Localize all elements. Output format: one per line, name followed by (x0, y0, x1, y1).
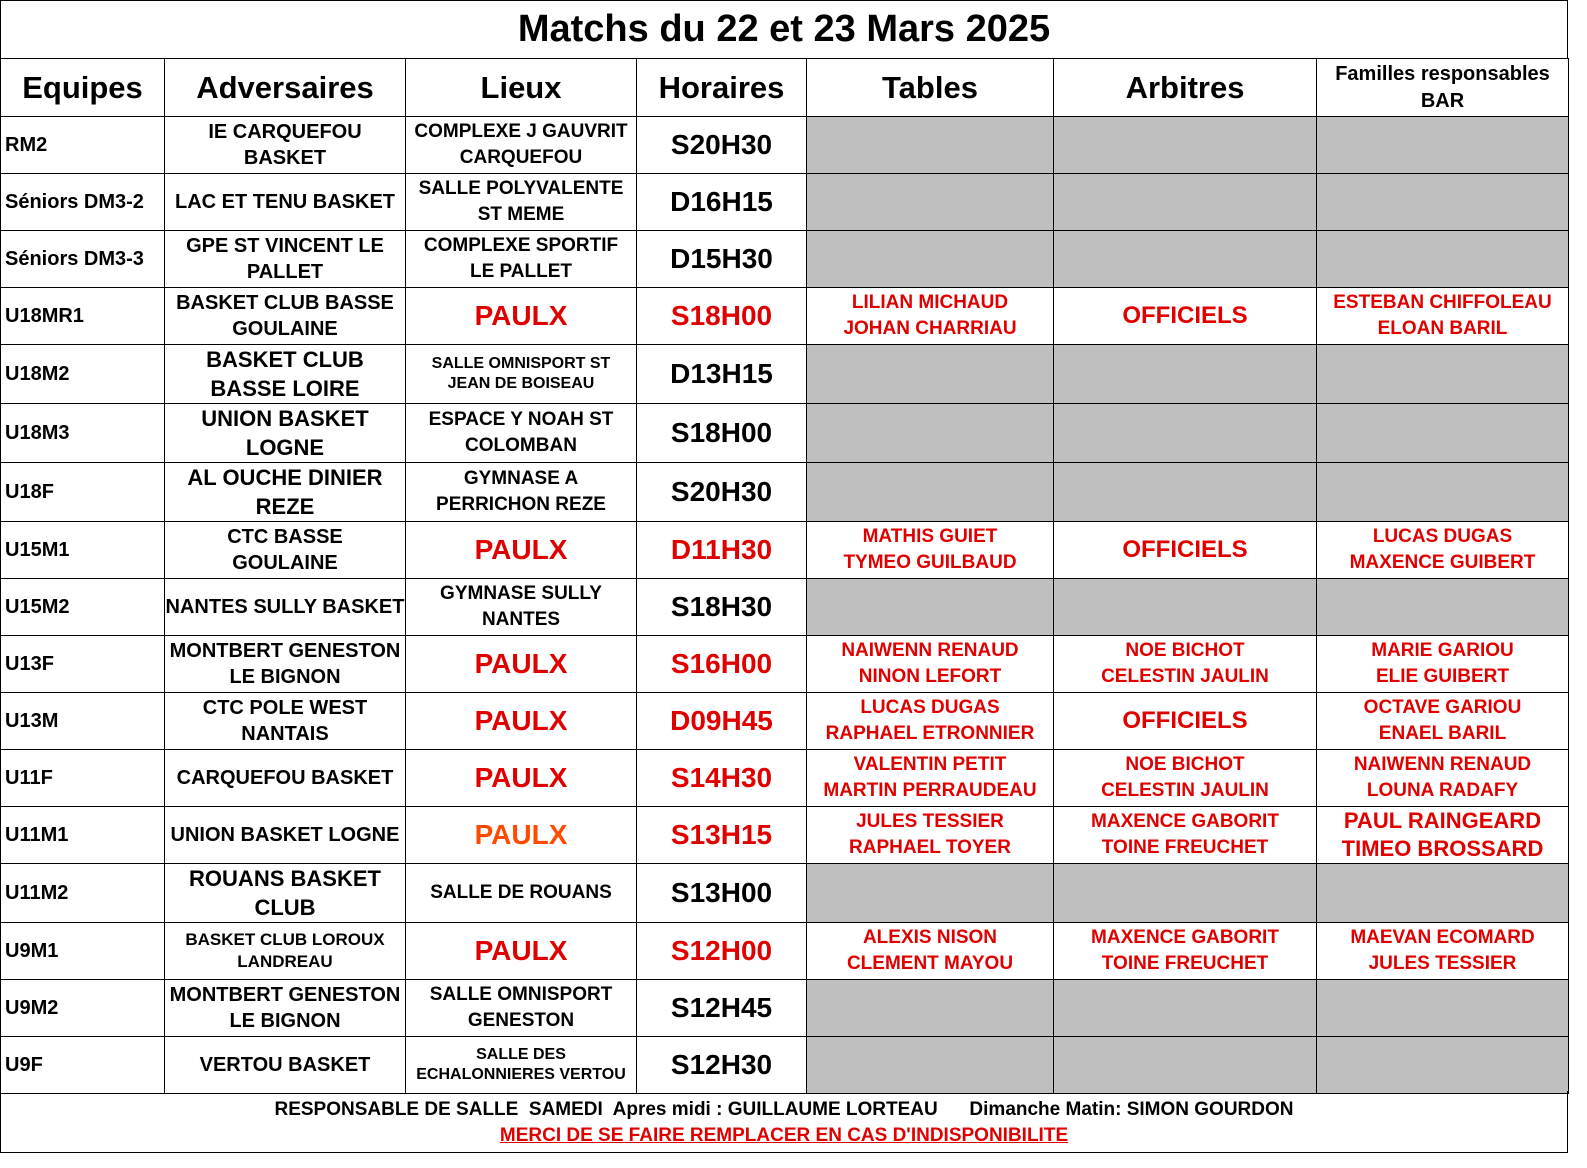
cell-line: LOGNE (245, 435, 325, 460)
cell-line: ELIE GUIBERT (1375, 666, 1509, 687)
cell-line: PALLET (246, 261, 324, 283)
cell-line: TIMEO BROSSARD (1341, 836, 1544, 861)
team-cell: U9M2 (1, 980, 165, 1037)
header-equipes: Equipes (1, 59, 165, 117)
cell-line: GYMNASE SULLY (440, 583, 602, 604)
referees-cell (1054, 636, 1317, 693)
cell-line: ROUANS BASKET (189, 866, 381, 891)
cell-line: REZE (255, 494, 315, 519)
time-cell: S20H30 (637, 463, 807, 522)
referees-cell-empty (1054, 174, 1317, 231)
cell-line: MARTIN PERRAUDEAU (823, 780, 1037, 801)
header-tables: Tables (807, 59, 1054, 117)
team-cell: U11M2 (1, 864, 165, 923)
bar-families-cell-empty (1317, 579, 1569, 636)
cell-line: NINON LEFORT (858, 666, 1002, 687)
team-cell: U18M2 (1, 345, 165, 404)
cell-line: CELESTIN JAULIN (1101, 666, 1269, 687)
table-row (1, 579, 1569, 636)
opponent-cell (165, 636, 406, 693)
cell-line: SALLE POLYVALENTE (418, 178, 624, 199)
referees-cell-empty (1054, 231, 1317, 288)
bar-families-cell-empty (1317, 980, 1569, 1037)
team-cell: U13F (1, 636, 165, 693)
table-row (1, 750, 1569, 807)
cell-line: CTC POLE WEST (202, 697, 368, 719)
cell-line: OFFICIELS (1122, 707, 1248, 734)
table-row (1, 1037, 1569, 1094)
table-row (1, 864, 1569, 923)
cell-line: GOULAINE (232, 318, 338, 340)
venue-cell (406, 117, 637, 174)
time-cell: D13H15 (637, 345, 807, 404)
tables-cell-empty (807, 463, 1054, 522)
cell-line: OFFICIELS (1122, 302, 1248, 329)
bar-families-cell-empty (1317, 463, 1569, 522)
table-row (1, 463, 1569, 522)
cell-line: PAULX (474, 300, 568, 331)
footer-responsables: RESPONSABLE DE SALLE SAMEDI Apres midi : GUILLAUME LORTEAU Dimanche Matin: SIMON GOURDON (274, 1099, 1294, 1120)
cell-line: BASKET CLUB LOROUX (185, 930, 385, 949)
time-cell: S12H00 (637, 923, 807, 980)
cell-line: MAXENCE GUIBERT (1349, 552, 1536, 573)
time-cell: S13H15 (637, 807, 807, 864)
cell-line: MAXENCE GABORIT (1091, 927, 1279, 948)
venue-cell (406, 174, 637, 231)
cell-line: UNION BASKET (201, 406, 369, 431)
cell-line: ELOAN BARIL (1377, 318, 1508, 339)
cell-line: CTC BASSE (227, 526, 343, 548)
header-horaires: Horaires (637, 59, 807, 117)
opponent-cell (165, 288, 406, 345)
cell-line: BASSE LOIRE (210, 376, 360, 401)
venue-cell (406, 750, 637, 807)
cell-line: GOULAINE (232, 552, 338, 574)
table-row (1, 117, 1569, 174)
table-row (1, 522, 1569, 579)
header-familles-bar (1317, 59, 1569, 117)
cell-line: ESPACE Y NOAH ST (428, 409, 614, 430)
venue-cell (406, 1037, 637, 1094)
opponent-cell (165, 174, 406, 231)
cell-line: GENESTON (467, 1010, 575, 1031)
venue-cell (406, 980, 637, 1037)
team-cell: Séniors DM3-3 (1, 231, 165, 288)
table-row (1, 636, 1569, 693)
cell-line: OFFICIELS (1122, 536, 1248, 563)
team-cell: U18M3 (1, 404, 165, 463)
header-row (1, 59, 1569, 117)
referees-cell-empty (1054, 579, 1317, 636)
venue-cell (406, 864, 637, 923)
opponent-cell (165, 980, 406, 1037)
cell-line: LE BIGNON (229, 1010, 341, 1032)
cell-line: COMPLEXE J GAUVRIT (414, 121, 628, 142)
cell-line: VERTOU BASKET (199, 1054, 371, 1076)
referees-cell (1054, 923, 1317, 980)
bar-families-cell-empty (1317, 231, 1569, 288)
cell-line: SALLE OMNISPORT (429, 984, 613, 1005)
opponent-cell (165, 693, 406, 750)
tables-cell-empty (807, 404, 1054, 463)
tables-cell-empty (807, 174, 1054, 231)
footer-warning: MERCI DE SE FAIRE REMPLACER EN CAS D'INDISPONIBILITE (499, 1125, 1069, 1146)
opponent-cell (165, 404, 406, 463)
venue-cell (406, 345, 637, 404)
referees-cell (1054, 522, 1317, 579)
time-cell: S12H45 (637, 980, 807, 1037)
cell-line: LE BIGNON (229, 666, 341, 688)
bar-families-cell (1317, 522, 1569, 579)
bar-families-cell-empty (1317, 404, 1569, 463)
team-cell: U18MR1 (1, 288, 165, 345)
cell-line: JOHAN CHARRIAU (843, 318, 1017, 339)
team-cell: U18F (1, 463, 165, 522)
cell-line: MAXENCE GABORIT (1091, 811, 1279, 832)
tables-cell-empty (807, 345, 1054, 404)
team-cell: U13M (1, 693, 165, 750)
tables-cell-empty (807, 864, 1054, 923)
tables-cell-empty (807, 117, 1054, 174)
time-cell: S14H30 (637, 750, 807, 807)
cell-line: ESTEBAN CHIFFOLEAU (1333, 292, 1552, 313)
time-cell: S18H30 (637, 579, 807, 636)
cell-line: RAPHAEL ETRONNIER (825, 723, 1035, 744)
team-cell: RM2 (1, 117, 165, 174)
schedule-table (0, 58, 1569, 1094)
cell-line: ALEXIS NISON (862, 927, 998, 948)
table-row (1, 980, 1569, 1037)
cell-line: LUCAS DUGAS (860, 697, 1000, 718)
cell-line: BASKET (243, 147, 327, 169)
team-cell: U15M1 (1, 522, 165, 579)
opponent-cell (165, 117, 406, 174)
bar-families-cell (1317, 288, 1569, 345)
cell-line: CLEMENT MAYOU (846, 953, 1014, 974)
cell-line: NOE BICHOT (1125, 754, 1245, 775)
cell-line: ECHALONNIERES VERTOU (416, 1066, 626, 1083)
cell-line: AL OUCHE DINIER (187, 465, 383, 490)
referees-cell-empty (1054, 463, 1317, 522)
header-adversaires: Adversaires (165, 59, 406, 117)
referees-cell-empty (1054, 864, 1317, 923)
page-title: Matchs du 22 et 23 Mars 2025 (0, 0, 1568, 58)
cell-line: JEAN DE BOISEAU (447, 375, 595, 392)
tables-cell (807, 288, 1054, 345)
opponent-cell (165, 750, 406, 807)
table-row (1, 174, 1569, 231)
cell-line: LAC ET TENU BASKET (175, 191, 395, 213)
header-bar-label: BAR (1420, 89, 1465, 112)
time-cell: S18H00 (637, 404, 807, 463)
bar-families-cell (1317, 693, 1569, 750)
referees-cell (1054, 693, 1317, 750)
cell-line: MATHIS GUIET (862, 526, 998, 547)
cell-line: LE PALLET (469, 261, 573, 282)
team-cell: U11M1 (1, 807, 165, 864)
cell-line: CARQUEFOU BASKET (176, 767, 394, 789)
opponent-cell (165, 807, 406, 864)
cell-line: NANTAIS (241, 723, 329, 745)
team-cell: Séniors DM3-2 (1, 174, 165, 231)
tables-cell-empty (807, 1037, 1054, 1094)
cell-line: VALENTIN PETIT (853, 754, 1007, 775)
header-arbitres: Arbitres (1054, 59, 1317, 117)
table-row (1, 345, 1569, 404)
tables-cell-empty (807, 579, 1054, 636)
cell-line: JULES TESSIER (856, 811, 1004, 832)
table-row (1, 288, 1569, 345)
referees-cell (1054, 750, 1317, 807)
time-cell: D11H30 (637, 522, 807, 579)
tables-cell-empty (807, 231, 1054, 288)
cell-line: BASKET CLUB BASSE (176, 292, 394, 314)
cell-line: NOE BICHOT (1125, 640, 1245, 661)
cell-line: MONTBERT GENESTON (169, 640, 401, 662)
team-cell: U11F (1, 750, 165, 807)
bar-families-cell-empty (1317, 174, 1569, 231)
bar-families-cell-empty (1317, 864, 1569, 923)
time-cell: D15H30 (637, 231, 807, 288)
schedule-body (1, 117, 1569, 1094)
cell-line: GPE ST VINCENT LE (186, 235, 384, 257)
cell-line: CELESTIN JAULIN (1101, 780, 1269, 801)
cell-line: PAULX (474, 935, 568, 966)
venue-cell (406, 923, 637, 980)
cell-line: PAUL RAINGEARD (1343, 808, 1542, 833)
venue-cell (406, 807, 637, 864)
opponent-cell (165, 864, 406, 923)
table-row (1, 923, 1569, 980)
footer-note (0, 1091, 1568, 1153)
cell-line: PAULX (474, 762, 568, 793)
cell-line: CARQUEFOU (459, 147, 583, 168)
opponent-cell (165, 231, 406, 288)
bar-families-cell-empty (1317, 1037, 1569, 1094)
venue-cell (406, 404, 637, 463)
table-row (1, 404, 1569, 463)
cell-line: COLOMBAN (465, 435, 577, 456)
cell-line: OCTAVE GARIOU (1363, 697, 1522, 718)
cell-line: LUCAS DUGAS (1372, 526, 1513, 547)
table-row (1, 231, 1569, 288)
bar-families-cell (1317, 923, 1569, 980)
venue-cell (406, 693, 637, 750)
bar-families-cell (1317, 807, 1569, 864)
referees-cell-empty (1054, 117, 1317, 174)
header-familles-label: Familles responsables (1335, 62, 1550, 85)
tables-cell (807, 750, 1054, 807)
venue-cell (406, 288, 637, 345)
cell-line: JULES TESSIER (1368, 953, 1517, 974)
tables-cell (807, 693, 1054, 750)
opponent-cell (165, 1037, 406, 1094)
opponent-cell (165, 345, 406, 404)
time-cell: S18H00 (637, 288, 807, 345)
time-cell: S13H00 (637, 864, 807, 923)
time-cell: S16H00 (637, 636, 807, 693)
cell-line: UNION BASKET LOGNE (170, 824, 400, 846)
bar-families-cell-empty (1317, 345, 1569, 404)
cell-line: BASKET CLUB (206, 347, 364, 372)
cell-line: PAULX (474, 705, 568, 736)
cell-line: SALLE DES (476, 1046, 566, 1063)
cell-line: NANTES SULLY BASKET (165, 596, 405, 618)
bar-families-cell (1317, 636, 1569, 693)
cell-line: NAIWENN RENAUD (841, 640, 1019, 661)
cell-line: TYMEO GUILBAUD (843, 552, 1017, 573)
opponent-cell (165, 579, 406, 636)
team-cell: U9F (1, 1037, 165, 1094)
opponent-cell (165, 522, 406, 579)
cell-line: LANDREAU (237, 952, 333, 971)
team-cell: U9M1 (1, 923, 165, 980)
table-row (1, 807, 1569, 864)
referees-cell (1054, 807, 1317, 864)
time-cell: S20H30 (637, 117, 807, 174)
referees-cell-empty (1054, 980, 1317, 1037)
table-row (1, 693, 1569, 750)
referees-cell-empty (1054, 1037, 1317, 1094)
tables-cell (807, 923, 1054, 980)
cell-line: NANTES (481, 609, 561, 630)
opponent-cell (165, 463, 406, 522)
cell-line: GYMNASE A (463, 468, 579, 489)
cell-line: IE CARQUEFOU (208, 121, 362, 143)
referees-cell-empty (1054, 404, 1317, 463)
cell-line: MARIE GARIOU (1371, 640, 1514, 661)
tables-cell (807, 522, 1054, 579)
referees-cell-empty (1054, 345, 1317, 404)
cell-line: PAULX (474, 534, 568, 565)
cell-line: PAULX (474, 819, 568, 850)
cell-line: MAEVAN ECOMARD (1350, 927, 1535, 948)
venue-cell (406, 579, 637, 636)
cell-line: LOUNA RADAFY (1366, 780, 1519, 801)
time-cell: S12H30 (637, 1037, 807, 1094)
cell-line: ENAEL BARIL (1378, 723, 1507, 744)
venue-cell (406, 636, 637, 693)
team-cell: U15M2 (1, 579, 165, 636)
cell-line: PERRICHON REZE (436, 494, 606, 515)
cell-line: LILIAN MICHAUD (851, 292, 1009, 313)
tables-cell (807, 636, 1054, 693)
opponent-cell (165, 923, 406, 980)
cell-line: MONTBERT GENESTON (169, 984, 401, 1006)
tables-cell (807, 807, 1054, 864)
venue-cell (406, 522, 637, 579)
cell-line: NAIWENN RENAUD (1353, 754, 1532, 775)
cell-line: TOINE FREUCHET (1101, 953, 1269, 974)
cell-line: ST MEME (477, 204, 565, 225)
bar-families-cell-empty (1317, 117, 1569, 174)
cell-line: COMPLEXE SPORTIF (423, 235, 619, 256)
venue-cell (406, 231, 637, 288)
cell-line: RAPHAEL TOYER (849, 837, 1011, 858)
referees-cell (1054, 288, 1317, 345)
cell-line: TOINE FREUCHET (1101, 837, 1269, 858)
cell-line: PAULX (474, 648, 568, 679)
venue-cell (406, 463, 637, 522)
bar-families-cell (1317, 750, 1569, 807)
time-cell: D16H15 (637, 174, 807, 231)
time-cell: D09H45 (637, 693, 807, 750)
tables-cell-empty (807, 980, 1054, 1037)
cell-line: SALLE DE ROUANS (430, 882, 612, 903)
cell-line: SALLE OMNISPORT ST (431, 355, 611, 372)
header-lieux: Lieux (406, 59, 637, 117)
cell-line: CLUB (254, 895, 316, 920)
